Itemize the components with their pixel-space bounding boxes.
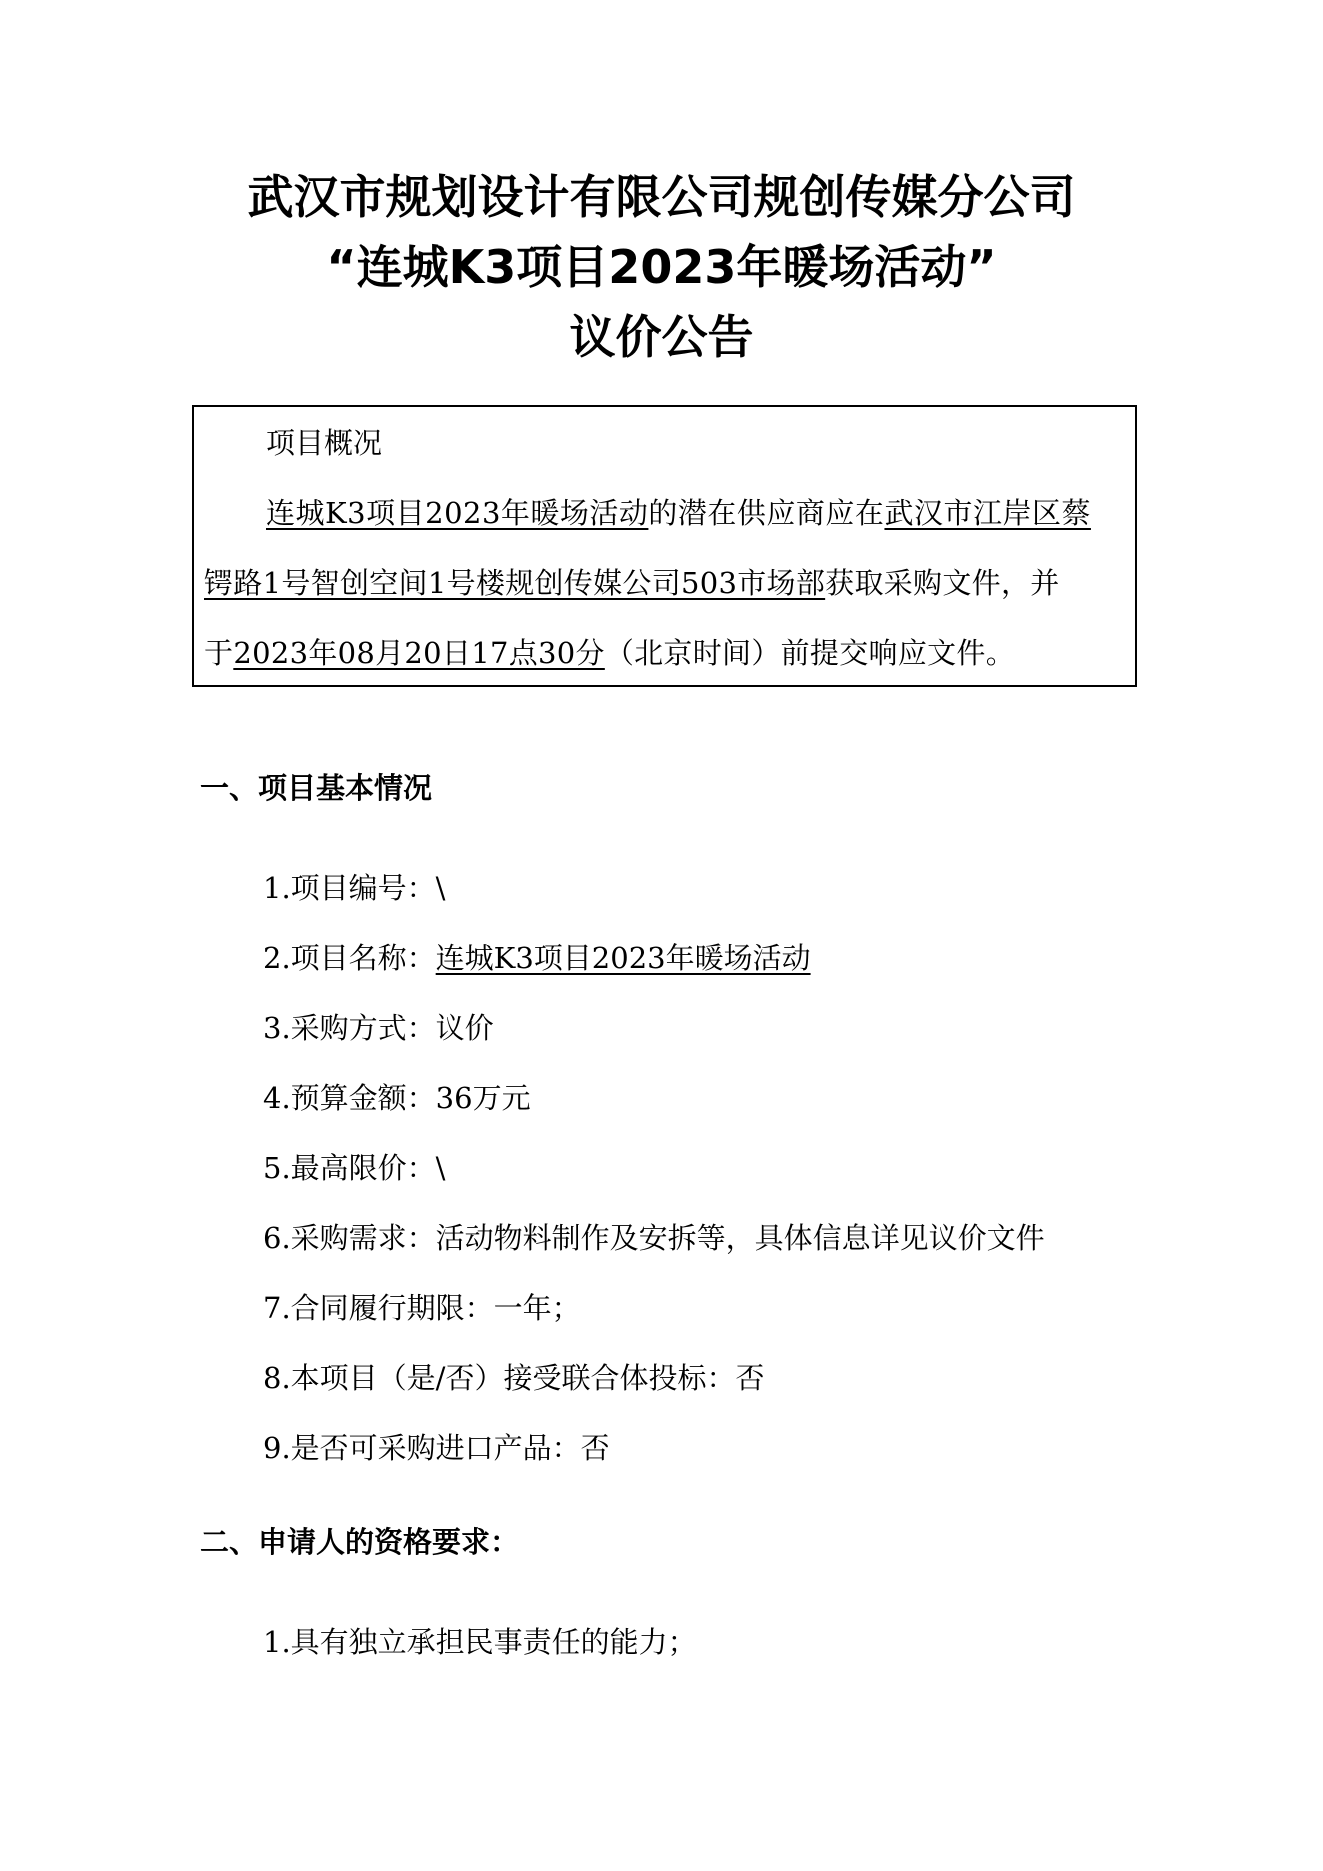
item-value: 一年； (493, 1291, 581, 1325)
item-label: 4.预算金额： (263, 1081, 436, 1115)
info-item-number (263, 871, 446, 905)
overview-project-name: 连城K3项目2023年暖场活动 (266, 496, 649, 530)
item-label: 7.合同履行期限： (263, 1291, 494, 1325)
item-value: 否 (580, 1431, 610, 1465)
item-label: 5.最高限价： (263, 1151, 436, 1185)
info-item-contract-period (263, 1291, 581, 1325)
overview-text-2: 获取采购文件，并 (825, 566, 1060, 600)
qualification-item: 1.具有独立承担民事责任的能力； (263, 1625, 697, 1659)
item-value: 议价 (435, 1011, 494, 1045)
item-label: 3.采购方式： (263, 1011, 436, 1045)
section-2-heading: 二、申请人的资格要求： (200, 1525, 520, 1559)
info-item-method (263, 1011, 494, 1045)
item-label: 2.项目名称： (263, 941, 436, 975)
overview-location-1: 武汉市江岸区蔡 (884, 496, 1091, 530)
item-label: 6.采购需求： (263, 1221, 436, 1255)
overview-text-1: 的潜在供应商应在 (648, 496, 885, 530)
overview-location-2: 锷路1号智创空间1号楼规创传媒公司503市场部 (204, 566, 826, 600)
info-item-consortium (263, 1361, 765, 1395)
title-company: 武汉市规划设计有限公司规创传媒分公司 (247, 170, 1076, 224)
project-overview-box (192, 405, 1137, 687)
title-type: 议价公告 (569, 310, 754, 364)
info-item-budget (263, 1081, 531, 1115)
item-label: 8.本项目（是/否）接受联合体投标： (263, 1361, 736, 1395)
info-item-imports (263, 1431, 610, 1465)
overview-line-2 (204, 566, 1124, 600)
overview-text-3: 于 (204, 636, 234, 670)
info-item-requirement (263, 1221, 1045, 1255)
info-item-name (263, 941, 811, 975)
overview-text-4: （北京时间）前提交响应文件。 (604, 636, 1016, 670)
section-1-heading: 一、项目基本情况 (200, 771, 433, 805)
title-project: “连城K3项目2023年暖场活动” (326, 240, 997, 294)
overview-line-3 (204, 636, 1124, 670)
item-value: 连城K3项目2023年暖场活动 (435, 941, 811, 975)
item-value: 36万元 (435, 1081, 531, 1115)
item-value: 否 (735, 1361, 765, 1395)
item-value: 活动物料制作及安拆等，具体信息详见议价文件 (435, 1221, 1045, 1255)
item-label: 9.是否可采购进口产品： (263, 1431, 581, 1465)
overview-deadline: 2023年08月20日17点30分 (233, 636, 605, 670)
overview-line-1 (266, 496, 1126, 530)
info-item-max-price (263, 1151, 446, 1185)
overview-heading: 项目概况 (266, 426, 383, 460)
item-label: 1.项目编号： (263, 871, 436, 905)
item-value: \ (435, 871, 446, 905)
item-value: \ (435, 1151, 446, 1185)
